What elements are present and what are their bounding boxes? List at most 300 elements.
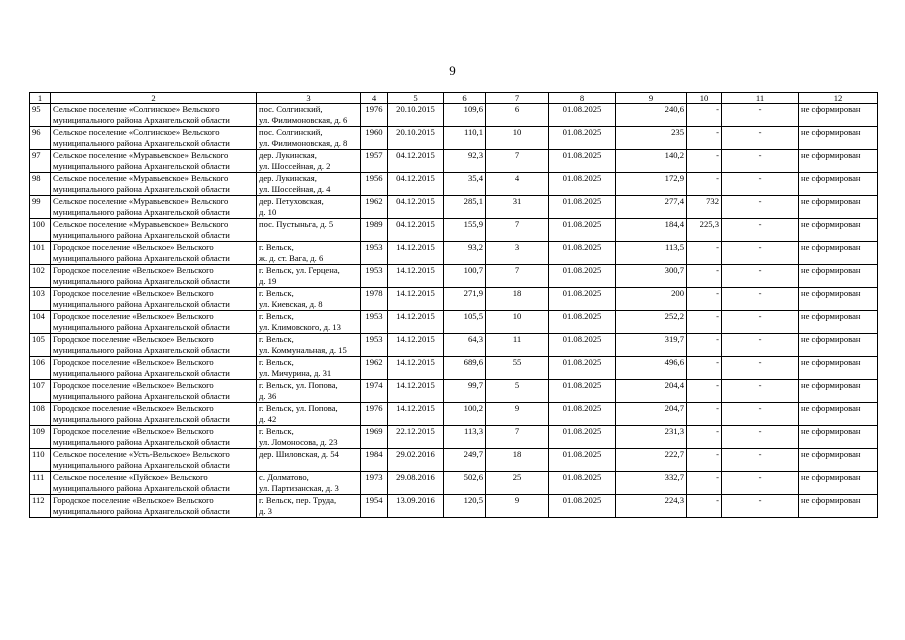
settlement-cell-line: Городское поселение «Вельское» Вельского <box>53 426 214 436</box>
date-cell: 13.09.2016 <box>388 495 444 518</box>
address-cell <box>257 311 361 334</box>
year-cell: 1956 <box>361 173 388 196</box>
area-cell: 249,7 <box>444 449 486 472</box>
col11-cell: - <box>722 426 799 449</box>
residents-cell: 7 <box>486 426 549 449</box>
year-cell: 1953 <box>361 334 388 357</box>
header-row <box>30 93 878 104</box>
table-row <box>30 380 878 403</box>
area-cell: 285,1 <box>444 196 486 219</box>
settlement-cell-line: муниципального района Архангельской области <box>53 391 230 401</box>
date-cell: 04.12.2015 <box>388 150 444 173</box>
status-cell: не сформирован <box>799 311 878 334</box>
table-row <box>30 403 878 426</box>
address-cell <box>257 196 361 219</box>
col11-cell: - <box>722 104 799 127</box>
col9-cell: 231,3 <box>616 426 687 449</box>
col11-cell: - <box>722 288 799 311</box>
date2-cell: 01.08.2025 <box>549 150 616 173</box>
row-number: 95 <box>30 104 51 127</box>
area-cell: 271,9 <box>444 288 486 311</box>
address-cell-line: г. Вельск, пер. Труда, <box>259 495 337 505</box>
row-number: 112 <box>30 495 51 518</box>
settlement-cell-line: Городское поселение «Вельское» Вельского <box>53 495 214 505</box>
col9-cell: 240,6 <box>616 104 687 127</box>
col11-cell: - <box>722 449 799 472</box>
col10-cell: - <box>687 288 722 311</box>
table-row <box>30 357 878 380</box>
area-cell: 92,3 <box>444 150 486 173</box>
address-cell-line: ул. Филимоновская, д. 8 <box>259 138 348 148</box>
settlement-cell-line: муниципального района Архангельской области <box>53 368 230 378</box>
address-cell-line: ул. Шоссейная, д. 2 <box>259 161 331 171</box>
col10-cell: - <box>687 127 722 150</box>
address-cell-line: ул. Партизанская, д. 3 <box>259 483 339 493</box>
year-cell: 1954 <box>361 495 388 518</box>
header-cell: 6 <box>444 93 486 104</box>
settlement-cell-line: муниципального района Архангельской области <box>53 414 230 424</box>
date-cell: 29.02.2016 <box>388 449 444 472</box>
date2-cell: 01.08.2025 <box>549 242 616 265</box>
col9-cell: 224,3 <box>616 495 687 518</box>
settlement-cell <box>51 104 257 127</box>
address-cell-line: дер. Петуховская, <box>259 196 324 206</box>
address-cell-line: г. Вельск, <box>259 334 294 344</box>
header-cell: 10 <box>687 93 722 104</box>
address-cell-line: ул. Киевская, д. 8 <box>259 299 323 309</box>
address-cell <box>257 288 361 311</box>
area-cell: 120,5 <box>444 495 486 518</box>
row-number: 101 <box>30 242 51 265</box>
address-cell <box>257 380 361 403</box>
settlement-cell <box>51 357 257 380</box>
settlement-cell <box>51 449 257 472</box>
col10-cell: - <box>687 104 722 127</box>
residents-cell: 7 <box>486 150 549 173</box>
date2-cell: 01.08.2025 <box>549 426 616 449</box>
settlement-cell <box>51 495 257 518</box>
settlement-cell <box>51 403 257 426</box>
col9-cell: 140,2 <box>616 150 687 173</box>
col10-cell: - <box>687 426 722 449</box>
settlement-cell-line: Городское поселение «Вельское» Вельского <box>53 311 214 321</box>
settlement-cell-line: Сельское поселение «Солгинское» Вельского <box>53 127 220 137</box>
area-cell: 64,3 <box>444 334 486 357</box>
settlement-cell <box>51 472 257 495</box>
table-row <box>30 288 878 311</box>
settlement-cell-line: Городское поселение «Вельское» Вельского <box>53 242 214 252</box>
settlement-cell-line: муниципального района Архангельской области <box>53 161 230 171</box>
table-row <box>30 495 878 518</box>
table-row <box>30 311 878 334</box>
date2-cell: 01.08.2025 <box>549 127 616 150</box>
col9-cell: 222,7 <box>616 449 687 472</box>
settlement-cell <box>51 426 257 449</box>
residents-cell: 6 <box>486 104 549 127</box>
col11-cell: - <box>722 196 799 219</box>
residents-cell: 3 <box>486 242 549 265</box>
status-cell: не сформирован <box>799 334 878 357</box>
col9-cell: 496,6 <box>616 357 687 380</box>
settlement-cell-line: муниципального района Архангельской области <box>53 184 230 194</box>
date2-cell: 01.08.2025 <box>549 288 616 311</box>
year-cell: 1969 <box>361 426 388 449</box>
year-cell: 1957 <box>361 150 388 173</box>
address-cell-line: г. Вельск, ул. Попова, <box>259 403 338 413</box>
year-cell: 1984 <box>361 449 388 472</box>
settlement-cell-line: Городское поселение «Вельское» Вельского <box>53 288 214 298</box>
address-cell-line: пос. Пустыньга, д. 5 <box>259 219 334 229</box>
address-cell-line: д. 10 <box>259 207 277 217</box>
table-row <box>30 334 878 357</box>
status-cell: не сформирован <box>799 196 878 219</box>
date-cell: 14.12.2015 <box>388 311 444 334</box>
settlement-cell-line: Городское поселение «Вельское» Вельского <box>53 357 214 367</box>
year-cell: 1974 <box>361 380 388 403</box>
row-number: 100 <box>30 219 51 242</box>
col11-cell: - <box>722 219 799 242</box>
date2-cell: 01.08.2025 <box>549 311 616 334</box>
status-cell: не сформирован <box>799 288 878 311</box>
address-cell <box>257 449 361 472</box>
date2-cell: 01.08.2025 <box>549 173 616 196</box>
settlement-cell-line: муниципального района Архангельской области <box>53 322 230 332</box>
year-cell: 1978 <box>361 288 388 311</box>
area-cell: 93,2 <box>444 242 486 265</box>
address-cell-line: ул. Климовского, д. 13 <box>259 322 341 332</box>
address-cell <box>257 104 361 127</box>
header-cell: 12 <box>799 93 878 104</box>
col11-cell: - <box>722 150 799 173</box>
address-cell-line: с. Долматово, <box>259 472 309 482</box>
header-cell: 3 <box>257 93 361 104</box>
page-number: 9 <box>449 63 456 78</box>
settlement-cell-line: Сельское поселение «Муравьевское» Вельского <box>53 196 229 206</box>
date2-cell: 01.08.2025 <box>549 495 616 518</box>
status-cell: не сформирован <box>799 472 878 495</box>
settlement-cell <box>51 380 257 403</box>
area-cell: 689,6 <box>444 357 486 380</box>
date-cell: 14.12.2015 <box>388 242 444 265</box>
status-cell: не сформирован <box>799 127 878 150</box>
area-cell: 113,3 <box>444 426 486 449</box>
settlement-cell-line: муниципального района Архангельской области <box>53 115 230 125</box>
col10-cell: 225,3 <box>687 219 722 242</box>
status-cell: не сформирован <box>799 104 878 127</box>
col11-cell: - <box>722 380 799 403</box>
status-cell: не сформирован <box>799 357 878 380</box>
header-cell: 2 <box>51 93 257 104</box>
address-cell-line: г. Вельск, <box>259 242 294 252</box>
date-cell: 14.12.2015 <box>388 380 444 403</box>
date-cell: 14.12.2015 <box>388 357 444 380</box>
date2-cell: 01.08.2025 <box>549 104 616 127</box>
table-row <box>30 173 878 196</box>
table-row <box>30 150 878 173</box>
row-number: 98 <box>30 173 51 196</box>
date-cell: 04.12.2015 <box>388 219 444 242</box>
settlement-cell-line: муниципального района Архангельской области <box>53 506 230 516</box>
year-cell: 1953 <box>361 265 388 288</box>
housing-registry-table <box>29 92 878 518</box>
address-cell <box>257 127 361 150</box>
col9-cell: 277,4 <box>616 196 687 219</box>
col10-cell: - <box>687 242 722 265</box>
area-cell: 99,7 <box>444 380 486 403</box>
residents-cell: 25 <box>486 472 549 495</box>
col10-cell: - <box>687 265 722 288</box>
status-cell: не сформирован <box>799 495 878 518</box>
settlement-cell-line: Сельское поселение «Солгинское» Вельского <box>53 104 220 114</box>
table-row <box>30 104 878 127</box>
area-cell: 35,4 <box>444 173 486 196</box>
date2-cell: 01.08.2025 <box>549 472 616 495</box>
header-cell: 8 <box>549 93 616 104</box>
settlement-cell-line: Сельское поселение «Муравьевское» Вельского <box>53 219 229 229</box>
year-cell: 1953 <box>361 242 388 265</box>
year-cell: 1989 <box>361 219 388 242</box>
date-cell: 14.12.2015 <box>388 288 444 311</box>
table-row <box>30 265 878 288</box>
address-cell-line: пос. Солгинский, <box>259 104 323 114</box>
table-row <box>30 426 878 449</box>
residents-cell: 10 <box>486 311 549 334</box>
header-cell: 5 <box>388 93 444 104</box>
col9-cell: 300,7 <box>616 265 687 288</box>
year-cell: 1962 <box>361 196 388 219</box>
year-cell: 1962 <box>361 357 388 380</box>
row-number: 102 <box>30 265 51 288</box>
settlement-cell <box>51 173 257 196</box>
col9-cell: 204,4 <box>616 380 687 403</box>
area-cell: 105,5 <box>444 311 486 334</box>
date-cell: 20.10.2015 <box>388 104 444 127</box>
date2-cell: 01.08.2025 <box>549 265 616 288</box>
year-cell: 1960 <box>361 127 388 150</box>
settlement-cell-line: муниципального района Архангельской области <box>53 253 230 263</box>
address-cell-line: г. Вельск, <box>259 311 294 321</box>
address-cell-line: ул. Шоссейная, д. 4 <box>259 184 331 194</box>
address-cell <box>257 219 361 242</box>
col9-cell: 319,7 <box>616 334 687 357</box>
row-number: 108 <box>30 403 51 426</box>
area-cell: 109,6 <box>444 104 486 127</box>
status-cell: не сформирован <box>799 219 878 242</box>
residents-cell: 18 <box>486 449 549 472</box>
settlement-cell <box>51 219 257 242</box>
settlement-cell <box>51 196 257 219</box>
table-row <box>30 472 878 495</box>
status-cell: не сформирован <box>799 242 878 265</box>
address-cell-line: пос. Солгинский, <box>259 127 323 137</box>
settlement-cell <box>51 150 257 173</box>
table-row <box>30 242 878 265</box>
settlement-cell <box>51 242 257 265</box>
settlement-cell-line: муниципального района Архангельской области <box>53 230 230 240</box>
col9-cell: 184,4 <box>616 219 687 242</box>
settlement-cell-line: Городское поселение «Вельское» Вельского <box>53 403 214 413</box>
address-cell <box>257 472 361 495</box>
settlement-cell-line: Городское поселение «Вельское» Вельского <box>53 265 214 275</box>
address-cell-line: д. 3 <box>259 506 272 516</box>
row-number: 96 <box>30 127 51 150</box>
residents-cell: 18 <box>486 288 549 311</box>
residents-cell: 4 <box>486 173 549 196</box>
year-cell: 1976 <box>361 104 388 127</box>
settlement-cell-line: Сельское поселение «Муравьевское» Вельского <box>53 150 229 160</box>
settlement-cell-line: Сельское поселение «Пуйское» Вельского <box>53 472 208 482</box>
settlement-cell-line: Сельское поселение «Муравьевское» Вельского <box>53 173 229 183</box>
col11-cell: - <box>722 242 799 265</box>
residents-cell: 9 <box>486 403 549 426</box>
address-cell-line: г. Вельск, ул. Герцена, <box>259 265 340 275</box>
col9-cell: 113,5 <box>616 242 687 265</box>
row-number: 104 <box>30 311 51 334</box>
settlement-cell-line: муниципального района Архангельской области <box>53 276 230 286</box>
status-cell: не сформирован <box>799 449 878 472</box>
settlement-cell <box>51 311 257 334</box>
residents-cell: 11 <box>486 334 549 357</box>
table-row <box>30 127 878 150</box>
address-cell-line: дер. Лукинская, <box>259 150 317 160</box>
header-cell: 9 <box>616 93 687 104</box>
status-cell: не сформирован <box>799 380 878 403</box>
date-cell: 04.12.2015 <box>388 173 444 196</box>
row-number: 99 <box>30 196 51 219</box>
col11-cell: - <box>722 173 799 196</box>
date2-cell: 01.08.2025 <box>549 219 616 242</box>
col9-cell: 172,9 <box>616 173 687 196</box>
row-number: 103 <box>30 288 51 311</box>
settlement-cell-line: муниципального района Архангельской области <box>53 437 230 447</box>
col10-cell: - <box>687 334 722 357</box>
address-cell-line: дер. Лукинская, <box>259 173 317 183</box>
settlement-cell <box>51 288 257 311</box>
row-number: 106 <box>30 357 51 380</box>
row-number: 105 <box>30 334 51 357</box>
year-cell: 1973 <box>361 472 388 495</box>
area-cell: 110,1 <box>444 127 486 150</box>
address-cell-line: ул. Ломоносова, д. 23 <box>259 437 338 447</box>
col9-cell: 204,7 <box>616 403 687 426</box>
col10-cell: 732 <box>687 196 722 219</box>
header-cell: 11 <box>722 93 799 104</box>
address-cell-line: дер. Шиловская, д. 54 <box>259 449 339 459</box>
status-cell: не сформирован <box>799 173 878 196</box>
status-cell: не сформирован <box>799 403 878 426</box>
col11-cell: - <box>722 334 799 357</box>
date-cell: 14.12.2015 <box>388 265 444 288</box>
year-cell: 1976 <box>361 403 388 426</box>
settlement-cell <box>51 127 257 150</box>
date2-cell: 01.08.2025 <box>549 449 616 472</box>
header-cell: 4 <box>361 93 388 104</box>
residents-cell: 10 <box>486 127 549 150</box>
residents-cell: 55 <box>486 357 549 380</box>
header-cell: 7 <box>486 93 549 104</box>
row-number: 109 <box>30 426 51 449</box>
address-cell-line: ул. Мичурина, д. 31 <box>259 368 332 378</box>
area-cell: 155,9 <box>444 219 486 242</box>
settlement-cell-line: муниципального района Архангельской области <box>53 483 230 493</box>
address-cell <box>257 403 361 426</box>
col11-cell: - <box>722 357 799 380</box>
area-cell: 502,6 <box>444 472 486 495</box>
residents-cell: 7 <box>486 219 549 242</box>
settlement-cell-line: муниципального района Архангельской области <box>53 138 230 148</box>
col9-cell: 235 <box>616 127 687 150</box>
col10-cell: - <box>687 472 722 495</box>
address-cell-line: д. 42 <box>259 414 277 424</box>
residents-cell: 7 <box>486 265 549 288</box>
col11-cell: - <box>722 472 799 495</box>
residents-cell: 31 <box>486 196 549 219</box>
settlement-cell-line: муниципального района Архангельской области <box>53 460 230 470</box>
address-cell <box>257 334 361 357</box>
address-cell-line: г. Вельск, ул. Попова, <box>259 380 338 390</box>
table-row <box>30 449 878 472</box>
address-cell-line: г. Вельск, <box>259 288 294 298</box>
status-cell: не сформирован <box>799 426 878 449</box>
col10-cell: - <box>687 449 722 472</box>
settlement-cell <box>51 334 257 357</box>
row-number: 107 <box>30 380 51 403</box>
address-cell-line: д. 36 <box>259 391 277 401</box>
address-cell <box>257 265 361 288</box>
address-cell <box>257 242 361 265</box>
settlement-cell-line: Сельское поселение «Усть-Вельское» Вельского <box>53 449 230 459</box>
residents-cell: 9 <box>486 495 549 518</box>
date2-cell: 01.08.2025 <box>549 196 616 219</box>
address-cell-line: г. Вельск, <box>259 426 294 436</box>
date2-cell: 01.08.2025 <box>549 334 616 357</box>
col10-cell: - <box>687 173 722 196</box>
address-cell-line: ул. Коммунальная, д. 15 <box>259 345 347 355</box>
col10-cell: - <box>687 403 722 426</box>
area-cell: 100,2 <box>444 403 486 426</box>
row-number: 110 <box>30 449 51 472</box>
row-number: 111 <box>30 472 51 495</box>
col9-cell: 252,2 <box>616 311 687 334</box>
col10-cell: - <box>687 495 722 518</box>
settlement-cell-line: Городское поселение «Вельское» Вельского <box>53 380 214 390</box>
date2-cell: 01.08.2025 <box>549 403 616 426</box>
settlement-cell-line: муниципального района Архангельской области <box>53 207 230 217</box>
date2-cell: 01.08.2025 <box>549 380 616 403</box>
col9-cell: 332,7 <box>616 472 687 495</box>
area-cell: 100,7 <box>444 265 486 288</box>
address-cell <box>257 150 361 173</box>
col11-cell: - <box>722 311 799 334</box>
col10-cell: - <box>687 357 722 380</box>
date-cell: 20.10.2015 <box>388 127 444 150</box>
residents-cell: 5 <box>486 380 549 403</box>
date-cell: 04.12.2015 <box>388 196 444 219</box>
col10-cell: - <box>687 311 722 334</box>
col9-cell: 200 <box>616 288 687 311</box>
col11-cell: - <box>722 127 799 150</box>
col10-cell: - <box>687 150 722 173</box>
col11-cell: - <box>722 265 799 288</box>
table-row <box>30 219 878 242</box>
address-cell <box>257 495 361 518</box>
settlement-cell <box>51 265 257 288</box>
status-cell: не сформирован <box>799 150 878 173</box>
date-cell: 14.12.2015 <box>388 334 444 357</box>
header-cell: 1 <box>30 93 51 104</box>
address-cell <box>257 357 361 380</box>
col11-cell: - <box>722 495 799 518</box>
